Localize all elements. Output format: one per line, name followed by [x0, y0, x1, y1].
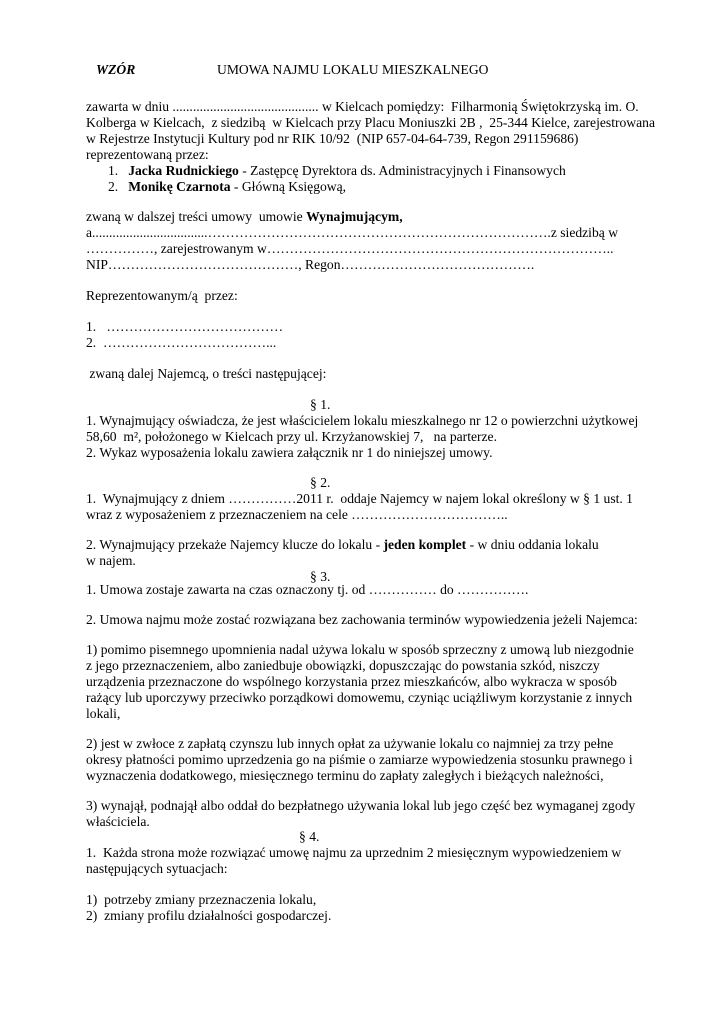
tenant-line: NIP……………………………………, Regon……………………………………. — [86, 257, 535, 272]
list-number: 2. — [108, 179, 119, 194]
template-label: WZÓR — [96, 62, 136, 77]
text-run: 2. Wynajmujący przekaże Najemcy klucze do lokalu - — [86, 537, 384, 552]
text-run: - w dniu oddania lokalu — [466, 537, 599, 552]
intro-line: Kolberga w Kielcach, z siedzibą w Kielcach przy Placu Moniuszki 2B , 25-344 Kielce, zarejestrowana — [86, 115, 655, 130]
list-item: 2) zmiany profilu działalności gospodarczej. — [86, 908, 332, 923]
paragraph-line: urządzenia przeznaczone do wspólnego korzystania przez mieszkańców, albo wykracza w sposób — [86, 674, 617, 689]
paragraph-line: następujących sytuacjach: — [86, 861, 228, 876]
paragraph-line: 1) pomimo pisemnego upomnienia nadal używa lokalu w sposób sprzeczny z umową lub niezgodnie — [86, 642, 634, 657]
tenant-line: ……………, zarejestrowanym w………………………………………………………………….. — [86, 241, 614, 256]
paragraph-line: 1. Każda strona może rozwiązać umowę najmu za uprzednim 2 miesięcznym wypowiedzeniem w — [86, 845, 622, 860]
paragraph-line: wraz z wyposażeniem z przeznaczeniem na cele …………………………….. — [86, 507, 508, 522]
list-number: 1. — [108, 163, 119, 178]
landlord-definition — [86, 209, 403, 225]
paragraph-line: wyznaczenia dodatkowego, miesięcznego terminu do zapłaty zaległych i bieżących należności, — [86, 768, 604, 783]
representative-name: Monikę Czarnota — [128, 179, 231, 194]
paragraph-line: w najem. — [86, 553, 136, 568]
paragraph-line: okresy płatności pomimo uprzedzenia go na piśmie o zamiarze wypowiedzenia stosunku prawnego i — [86, 752, 633, 767]
paragraph-line: 58,60 m², położonego w Kielcach przy ul. Krzyżanowskiej 7, na parterze. — [86, 429, 497, 444]
paragraph-line: 2. Wykaz wyposażenia lokalu zawiera załącznik nr 1 do niniejszej umowy. — [86, 445, 493, 460]
tenant-rep-line: 1. ………………………………… — [86, 319, 284, 334]
landlord-prefix: zwaną w dalszej treści umowy umowie — [86, 209, 307, 224]
paragraph-line — [86, 537, 599, 553]
paragraph-line: 1. Umowa zostaje zawarta na czas oznaczony tj. od …………… do ……………. — [86, 582, 529, 597]
paragraph-line: właściciela. — [86, 814, 150, 829]
section-heading: § 1. — [310, 397, 331, 412]
paragraph-line: 1. Wynajmujący z dniem ……………2011 r. oddaje Najemcy w najem lokal określony w § 1 ust. 1 — [86, 491, 633, 506]
document-title: UMOWA NAJMU LOKALU MIESZKALNEGO — [217, 62, 489, 77]
representative-name: Jacka Rudnickiego — [128, 163, 239, 178]
paragraph-line: z jego przeznaczeniem, albo zaniedbuje obowiązki, dopuszczając do powstania szkód, niszczy — [86, 658, 600, 673]
section-heading: § 4. — [299, 829, 320, 844]
paragraph-line: 1. Wynajmujący oświadcza, że jest właścicielem lokalu mieszkalnego nr 12 o powierzchni użytkowej — [86, 413, 639, 428]
paragraph-line: rażący lub uporczywy przeciwko porządkowi domowemu, czyniąc uciążliwym korzystanie z innych — [86, 690, 633, 705]
section-heading: § 3. — [310, 569, 331, 584]
paragraph-line: 2) jest w zwłoce z zapłatą czynszu lub innych opłat za używanie lokalu co najmniej za trzy pełne — [86, 736, 614, 751]
paragraph-line: 3) wynajął, podnajął albo oddał do bezpłatnego używania lokal lub jego część bez wymaganej zgody — [86, 798, 636, 813]
intro-line: zawarta w dniu ........................................... w Kielcach pomiędzy: Filharmonią Świętokrzyską im. O. — [86, 99, 639, 114]
list-item: 1) potrzeby zmiany przeznaczenia lokalu, — [86, 892, 317, 907]
section-heading: § 2. — [310, 475, 331, 490]
representative-item — [108, 163, 566, 179]
paragraph-line: lokali, — [86, 706, 121, 721]
landlord-name: Wynajmującym, — [306, 209, 403, 224]
key-count: jeden komplet — [383, 537, 467, 552]
representative-role: - Zastępcę Dyrektora ds. Administracyjnych i Finansowych — [238, 163, 566, 178]
tenant-line: a..................................………………………………………………………………….z siedzibą w — [86, 225, 619, 240]
representative-item — [108, 179, 346, 195]
tenant-rep-line: 2. ………………………………... — [86, 335, 277, 350]
representative-role: - Główną Księgową, — [230, 179, 347, 194]
tenant-definition: zwaną dalej Najemcą, o treści następującej: — [86, 366, 327, 381]
paragraph-line: 2. Umowa najmu może zostać rozwiązana bez zachowania terminów wypowiedzenia jeżeli Najemca: — [86, 612, 638, 627]
intro-line: w Rejestrze Instytucji Kultury pod nr RIK 10/92 (NIP 657-04-64-739, Regon 291159686) — [86, 131, 579, 146]
tenant-rep-label: Reprezentowanym/ą przez: — [86, 288, 238, 303]
intro-line: reprezentowaną przez: — [86, 147, 209, 162]
